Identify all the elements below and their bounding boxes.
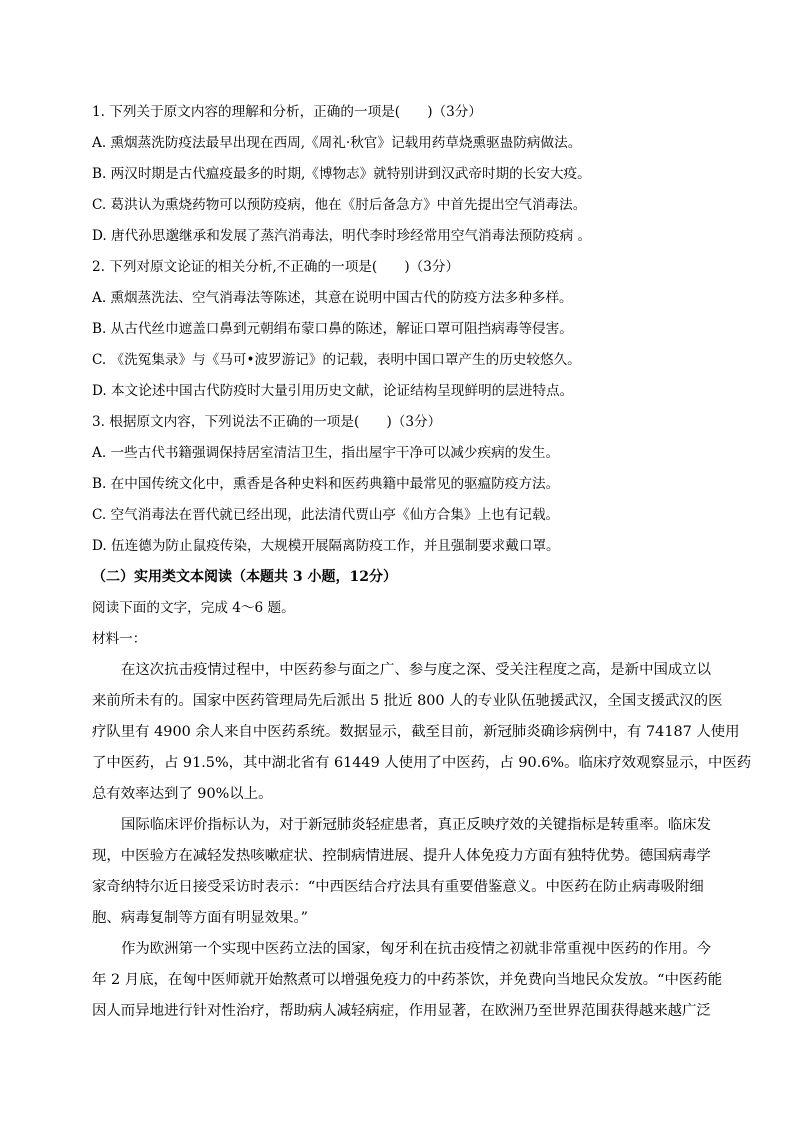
question-3-option-b: B. 在中国传统文化中，熏香是各种史料和医药典籍中最常见的驱瘟防疫方法。	[92, 476, 560, 492]
question-1-stem: 1. 下列关于原文内容的理解和分析，正确的一项是( )（3分）	[92, 104, 482, 120]
paragraph-2-line: 胞、病毒复制等方面有明显效果。”	[92, 910, 309, 926]
question-2-option-b: B. 从古代丝巾遮盖口鼻到元朝绢布蒙口鼻的陈述，解证口罩可阻挡病毒等侵害。	[92, 321, 573, 337]
paragraph-2-line: 现，中医验方在减轻发热咳嗽症状、控制病情进展、提升人体免疫力方面有独特优势。德国病毒学	[92, 848, 711, 864]
paragraph-1-line: 了中医药，占 91.5%，其中湖北省有 61449 人使用了中医药，占 90.6%。临床疗效观察显示，中医药	[92, 755, 752, 771]
paragraph-3-line: 作为欧洲第一个实现中医药立法的国家，匈牙利在抗击疫情之初就非常重视中医药的作用。今	[121, 941, 712, 957]
question-1-option-d: D. 唐代孙思邈继承和发展了蒸汽消毒法，明代李时珍经常用空气消毒法预防疫病 。	[92, 228, 592, 244]
question-1-option-a: A. 熏烟蒸洗防疫法最早出现在西周,《周礼·秋官》记载用药草烧熏驱蛊防病做法。	[92, 135, 582, 151]
question-2-option-d: D. 本文论述中国古代防疫时大量引用历史文献，论证结构呈现鲜明的层进特点。	[92, 383, 574, 399]
question-3-option-c: C. 空气消毒法在晋代就已经出现，此法清代贾山亭《仙方合集》上也有记载。	[92, 507, 560, 523]
paragraph-1-line: 来前所未有的。国家中医药管理局先后派出 5 批近 800 人的专业队伍驰援武汉，全国支援武汉的医	[92, 693, 723, 709]
paragraph-2-line: 国际临床评价指标认为，对于新冠肺炎轻症患者，真正反映疗效的关键指标是转重率。临床发	[121, 817, 712, 833]
question-3-stem: 3. 根据原文内容，下列说法不正确的一项是( )（3分）	[92, 414, 442, 430]
paragraph-2-line: 家奇纳特尔近日接受采访时表示：“中西医结合疗法具有重要借鉴意义。中医药在防止病毒吸附细	[92, 879, 704, 895]
material-1-label: 材料一：	[92, 631, 147, 647]
question-2-option-c: C. 《洗冤集录》与《马可•波罗游记》的记载，表明中国口罩产生的历史较悠久。	[92, 352, 581, 368]
paragraph-1-line: 总有效率达到了 90%以上。	[92, 786, 273, 802]
section-2-title: （二）实用类文本阅读（本题共 3 小题，12分）	[92, 569, 397, 585]
question-1-option-c: C. 葛洪认为熏烧药物可以预防疫病，他在《肘后备急方》中首先提出空气消毒法。	[92, 197, 587, 213]
section-2-instruction: 阅读下面的文字，完成 4～6 题。	[92, 600, 295, 616]
paragraph-3-line: 年 2 月底，在匈中医师就开始熬煮可以增强免疫力的中药茶饮，并免费向当地民众发放。“中医药能	[92, 972, 723, 988]
paragraph-1-line: 疗队里有 4900 余人来自中医药系统。数据显示，截至目前，新冠肺炎确诊病例中，有 74187 人使用	[92, 724, 740, 740]
paragraph-3-line: 因人而异地进行针对性治疗，帮助病人减轻病症，作用显著，在欧洲乃至世界范围获得越来越广泛	[92, 1003, 711, 1019]
question-3-option-d: D. 伍连德为防止鼠疫传染，大规模开展隔离防疫工作，并且强制要求戴口罩。	[92, 538, 560, 554]
paragraph-1-line: 在这次抗击疫情过程中，中医药参与面之广、参与度之深、受关注程度之高，是新中国成立以	[121, 662, 712, 678]
question-2-stem: 2. 下列对原文论证的相关分析,不正确的一项是( )（3分）	[92, 259, 460, 275]
question-3-option-a: A. 一些古代书籍强调保持居室清洁卫生，指出屋宇干净可以减少疾病的发生。	[92, 445, 560, 461]
question-2-option-a: A. 熏烟蒸洗法、空气消毒法等陈述，其意在说明中国古代的防疫方法多种多样。	[92, 290, 573, 306]
question-1-option-b: B. 两汉时期是古代瘟疫最多的时期,《博物志》就特别讲到汉武帝时期的长安大疫。	[92, 166, 591, 182]
